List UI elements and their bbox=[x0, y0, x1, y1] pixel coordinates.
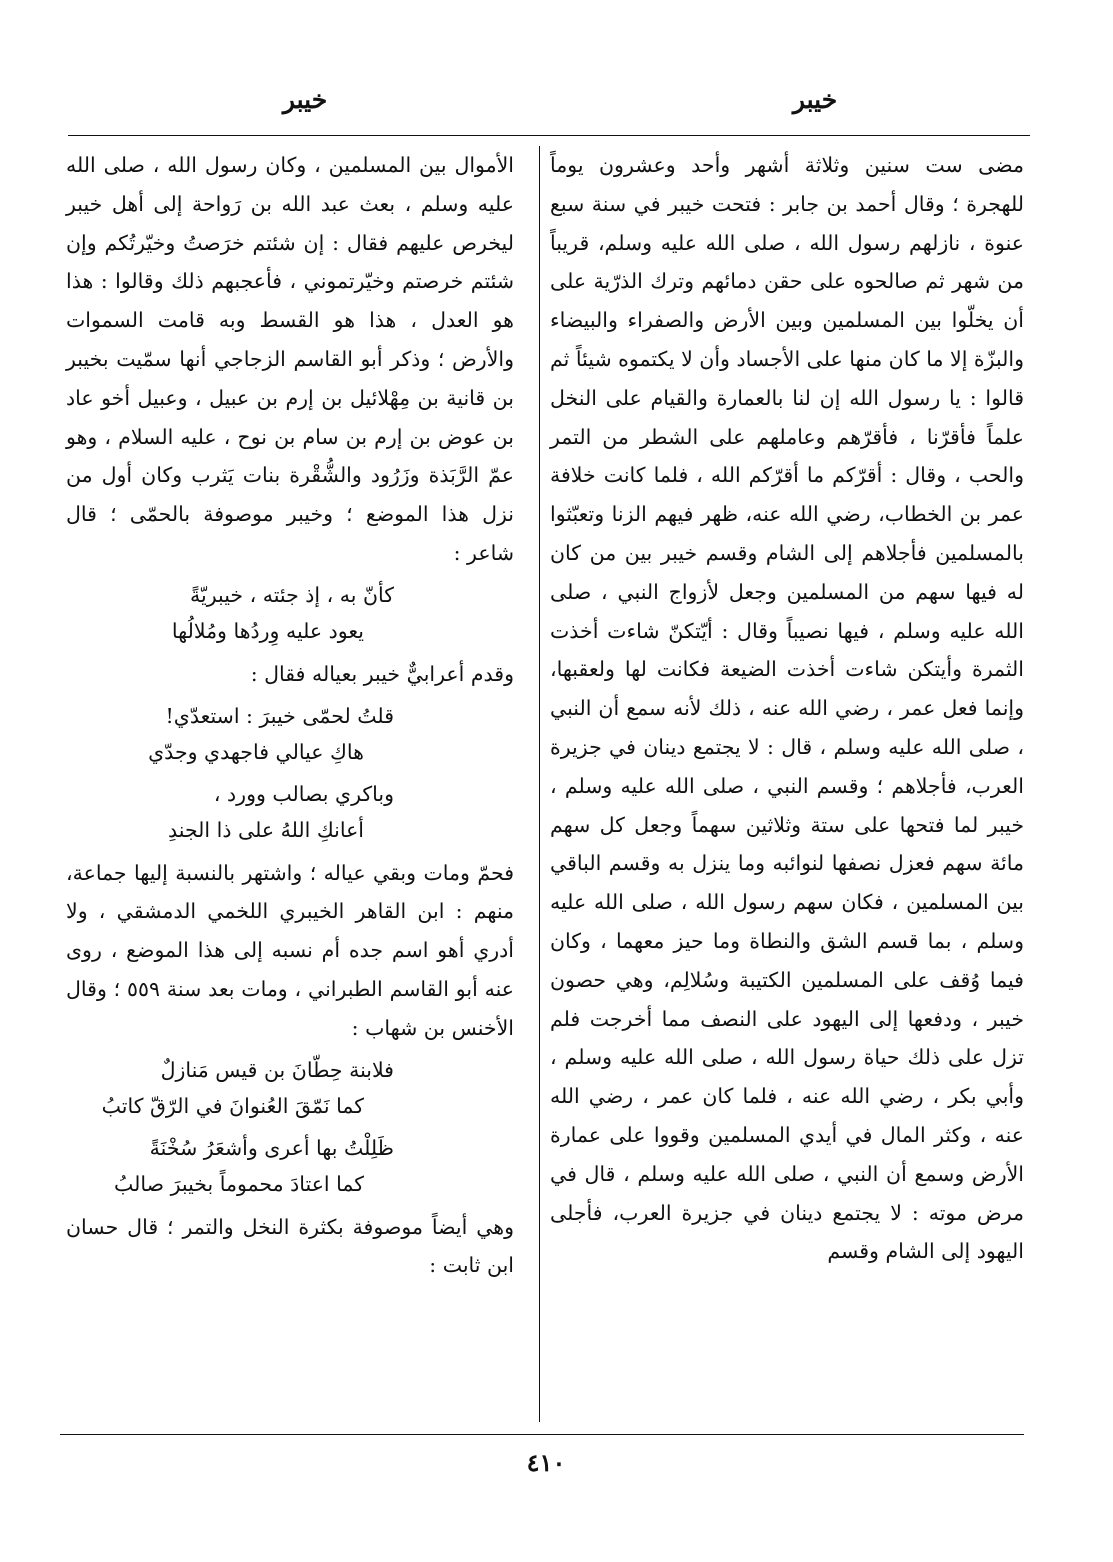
column-divider bbox=[539, 146, 540, 1422]
left-paragraph-4: وهي أيضاً موصوفة بكثرة النخل والتمر ؛ قال حسان ابن ثابت : bbox=[66, 1214, 514, 1278]
verse-3-hemistich-2: أعانكِ اللهُ على ذا الجندِ bbox=[168, 817, 364, 842]
right-column bbox=[550, 146, 1024, 1426]
verse-5 bbox=[66, 1130, 514, 1202]
verse-1-hemistich-1: كأنّ به ، إذ جئته ، خيبريّةً bbox=[190, 582, 394, 607]
verse-4-hemistich-2: كما نَمّقَ العُنوانَ في الرّقّ كاتبُ bbox=[101, 1093, 364, 1118]
footer-rule bbox=[60, 1434, 1024, 1435]
verse-2 bbox=[66, 698, 514, 770]
verse-4-hemistich-1: فلابنة حِطّانَ بن قيس مَنازلٌ bbox=[160, 1057, 394, 1082]
verse-4 bbox=[66, 1052, 514, 1124]
verse-2-hemistich-1: قلتُ لحمّى خيبرَ : استعدّي! bbox=[165, 703, 394, 728]
header-rule bbox=[68, 135, 1030, 136]
verse-3-hemistich-1: وباكري بصالب وورد ، bbox=[213, 781, 394, 806]
page-number: ٤١٠ bbox=[526, 1448, 566, 1477]
right-column-text: مضى ست سنين وثلاثة أشهر وأحد وعشرون يوماً للهجرة ؛ وقال أحمد بن جابر : فتحت خيبر في سنة سبع عنوة ، نازلهم رسول الله ، صلى الله عليه وسلم، قريباً من شهر ثم صالحوه على حقن دمائهم وترك الذرّية على أن يخلّوا بين المسلمين وبين الأرض والصفراء والبيضاء والبزّة إلا ما كان منها على الأجساد وأن لا يكتموه شيئاً ثم قالوا : يا رسول الله إن لنا بالعمارة والقيام على النخل علماً فأقرّنا ، فأقرّهم وعاملهم على الشطر من التمر والحب ، وقال : أقرّكم ما أقرّكم الله ، فلما كانت خلافة عمر بن الخطاب، رضي الله عنه، ظهر فيهم الزنا وتعبّثوا بالمسلمين فأجلاهم إلى الشام وقسم خيبر بين من كان له فيها سهم من المسلمين وجعل لأزواج النبي ، صلى الله عليه وسلم ، فيها نصيباً وقال : أيّتكنّ شاءت أخذت الثمرة وأيتكن شاءت أخذت الضيعة فكانت لها ولعقبها، وإنما فعل عمر ، رضي الله عنه ، ذلك لأنه سمع أن النبي ، صلى الله عليه وسلم ، قال : لا يجتمع دينان في جزيرة العرب، فأجلاهم ؛ وقسم النبي ، صلى الله عليه وسلم ، خيبر لما فتحها على ستة وثلاثين سهماً وجعل كل سهم مائة سهم فعزل نصفها لنوائبه وما ينزل به وقسم الباقي بين المسلمين ، فكان سهم رسول الله ، صلى الله عليه وسلم ، بما قسم الشق والنطاة وما حيز معهما ، وكان فيما وُقف على المسلمين الكتيبة وسُلالِم، وهي حصون خيبر ، ودفعها إلى اليهود على النصف مما أخرجت فلم تزل على ذلك حياة رسول الله ، صلى الله عليه وسلم ، وأبي بكر ، رضي الله عنه ، فلما كان عمر ، رضي الله عنه ، وكثر المال في أيدي المسلمين وقووا على عمارة الأرض وسمع أن النبي ، صلى الله عليه وسلم ، قال في مرض موته : لا يجتمع دينان في جزيرة العرب، فأجلى اليهود إلى الشام وقسم bbox=[549, 153, 1024, 1264]
verse-1-hemistich-2: يعود عليه وِردُها ومُلالُها bbox=[171, 618, 364, 643]
running-header-right: خيبر bbox=[792, 85, 838, 114]
running-header-left: خيبر bbox=[282, 85, 328, 114]
verse-5-hemistich-1: ظَلِلْتُ بها أعرى وأشعَرُ سُخْنَةً bbox=[149, 1135, 394, 1160]
left-paragraph-1: الأموال بين المسلمين ، وكان رسول الله ، صلى الله عليه وسلم ، بعث عبد الله بن رَواحة إلى أهل خيبر ليخرص عليهم فقال : إن شئتم خرَصتُ وخيّرتُكم وإن شئتم خرصتم وخيّرتموني ، فأعجبهم ذلك وقالوا : هذا هو العدل ، هذا هو القسط وبه قامت السموات والأرض ؛ وذكر أبو القاسم الزجاجي أنها سمّيت بخيبر بن قانية بن مِهْلائيل بن إرم بن عبيل ، وعبيل أخو عاد بن عوض بن إرم بن سام بن نوح ، عليه السلام ، وهو عمّ الرَّبَذة وزَرُود والشُّقْرة بنات يَثرب وكان أول من نزل هذا الموضع ؛ وخيبر موصوفة بالحمّى ؛ قال شاعر : bbox=[66, 153, 514, 565]
left-paragraph-2: وقدم أعرابيٌّ خيبر بعياله فقال : bbox=[250, 661, 514, 686]
left-paragraph-3: فحمّ ومات وبقي عياله ؛ واشتهر بالنسبة إليها جماعة، منهم : ابن القاهر الخيبري اللخمي الدمشقي ، ولا أدري أهو اسم جده أم نسبه إلى هذا الموضع ، روى عنه أبو القاسم الطبراني ، ومات بعد سنة ٥٥٩ ؛ وقال الأخنس بن شهاب : bbox=[66, 860, 515, 1040]
verse-2-hemistich-2: هاكِ عيالي فاجهدي وجدّي bbox=[148, 739, 364, 764]
verse-3 bbox=[66, 776, 514, 848]
left-column bbox=[66, 146, 514, 1426]
verse-1 bbox=[66, 577, 514, 649]
verse-5-hemistich-2: كما اعتادَ محموماً بخيبرَ صالبُ bbox=[114, 1171, 364, 1196]
